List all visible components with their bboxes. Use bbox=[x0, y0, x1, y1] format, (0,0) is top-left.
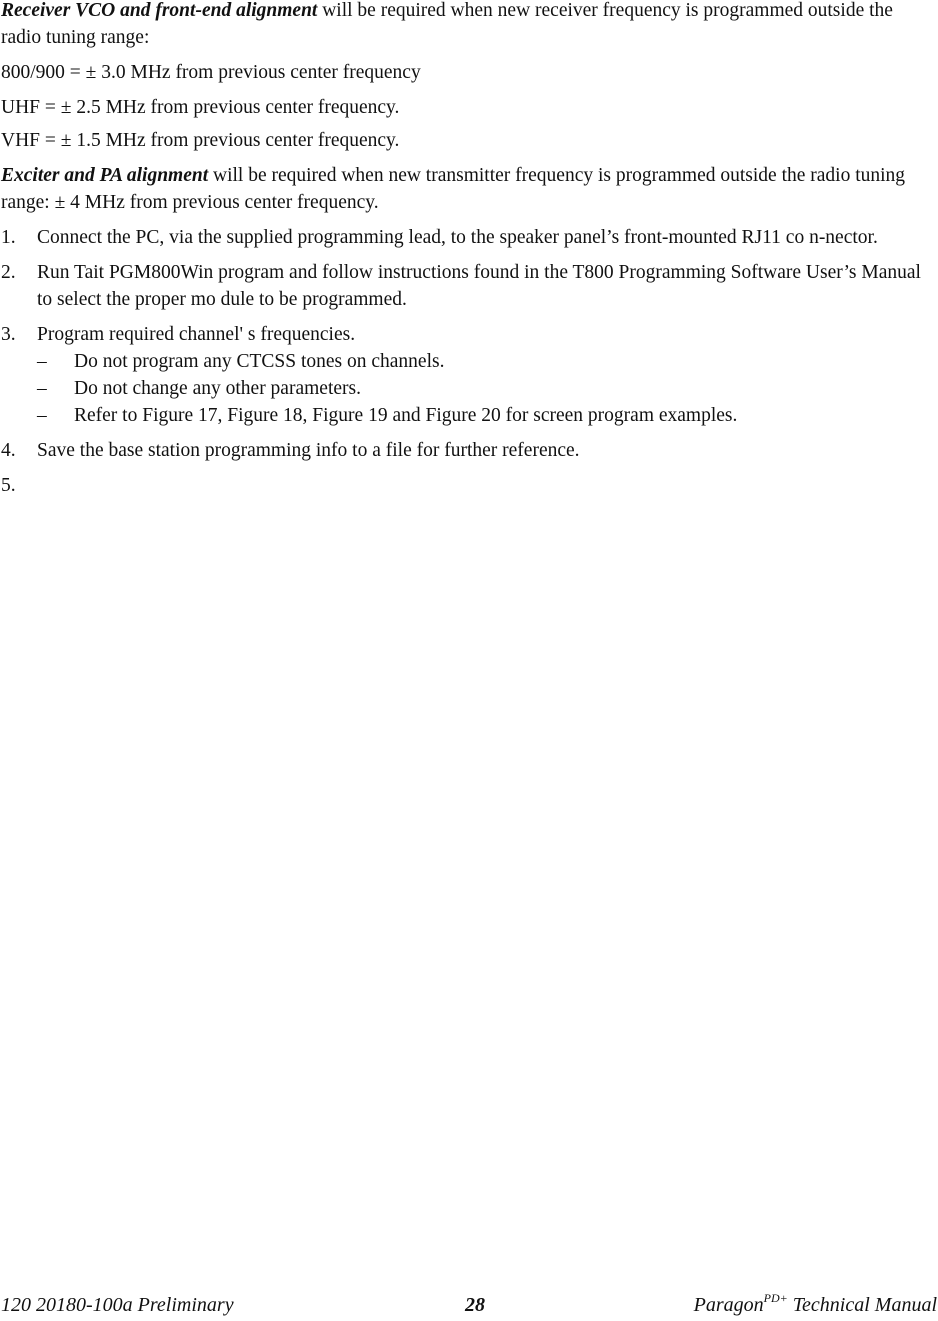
dash-bullet: – bbox=[37, 405, 47, 426]
step-3 bbox=[1, 321, 931, 429]
step-number: 1. bbox=[1, 227, 16, 248]
manual-name: Paragon bbox=[693, 1294, 764, 1316]
step-number: 2. bbox=[1, 262, 16, 283]
substep bbox=[37, 348, 931, 375]
dash-bullet: – bbox=[37, 378, 47, 399]
step-text: Program required channel' s frequencies. bbox=[37, 324, 356, 345]
step-text: Save the base station programming info to a file for further reference. bbox=[37, 440, 580, 461]
manual-suffix: Technical Manual bbox=[787, 1294, 937, 1316]
rx-alignment-text: will be required when new receiver frequency is programmed outside the radio tuning range: bbox=[1, 0, 893, 48]
tx-alignment-text: will be required when new transmitter frequency is programmed outside the radio tuning range: ± 4 MHz from previous center frequency. bbox=[1, 165, 906, 213]
step-number: 3. bbox=[1, 324, 16, 345]
substep-text: Do not program any CTCSS tones on channels. bbox=[74, 351, 445, 372]
substep-text: Do not change any other parameters. bbox=[74, 378, 361, 399]
substep bbox=[37, 375, 931, 402]
page-footer bbox=[0, 1292, 937, 1320]
step-text: Run Tait PGM800Win program and follow instructions found in the T800 Programming Software User’s Manual to select the proper mo dule to be programmed. bbox=[37, 262, 921, 310]
band-vhf-line: VHF = ± 1.5 MHz from previous center frequency. bbox=[1, 130, 400, 151]
step-4 bbox=[1, 437, 931, 464]
step-3-substeps bbox=[37, 348, 931, 429]
substep-text: Refer to Figure 17, Figure 18, Figure 19 and Figure 20 for screen program examples. bbox=[74, 405, 738, 426]
tx-alignment-paragraph bbox=[1, 162, 931, 216]
step-number: 5. bbox=[1, 475, 16, 496]
dash-bullet: – bbox=[37, 351, 47, 372]
procedure-steps bbox=[1, 224, 931, 496]
document-page bbox=[1, 0, 931, 496]
rx-alignment-title: Receiver VCO and front-end alignment bbox=[1, 0, 318, 21]
footer-doc-number: 120 20180-100a Preliminary bbox=[1, 1294, 234, 1316]
tx-alignment-title: Exciter and PA alignment bbox=[1, 165, 209, 186]
footer-page-number: 28 bbox=[465, 1294, 485, 1316]
manual-superscript: PD+ bbox=[763, 1291, 788, 1305]
substep bbox=[37, 402, 931, 429]
step-1 bbox=[1, 224, 931, 251]
band-800-900-line: 800/900 = ± 3.0 MHz from previous center frequency bbox=[1, 62, 421, 83]
step-text: Connect the PC, via the supplied programming lead, to the speaker panel’s front-mounted RJ11 co n-nector. bbox=[37, 227, 878, 248]
rx-alignment-paragraph bbox=[1, 0, 931, 51]
step-2 bbox=[1, 259, 931, 313]
step-number: 4. bbox=[1, 440, 16, 461]
band-uhf-line: UHF = ± 2.5 MHz from previous center frequency. bbox=[1, 97, 400, 118]
